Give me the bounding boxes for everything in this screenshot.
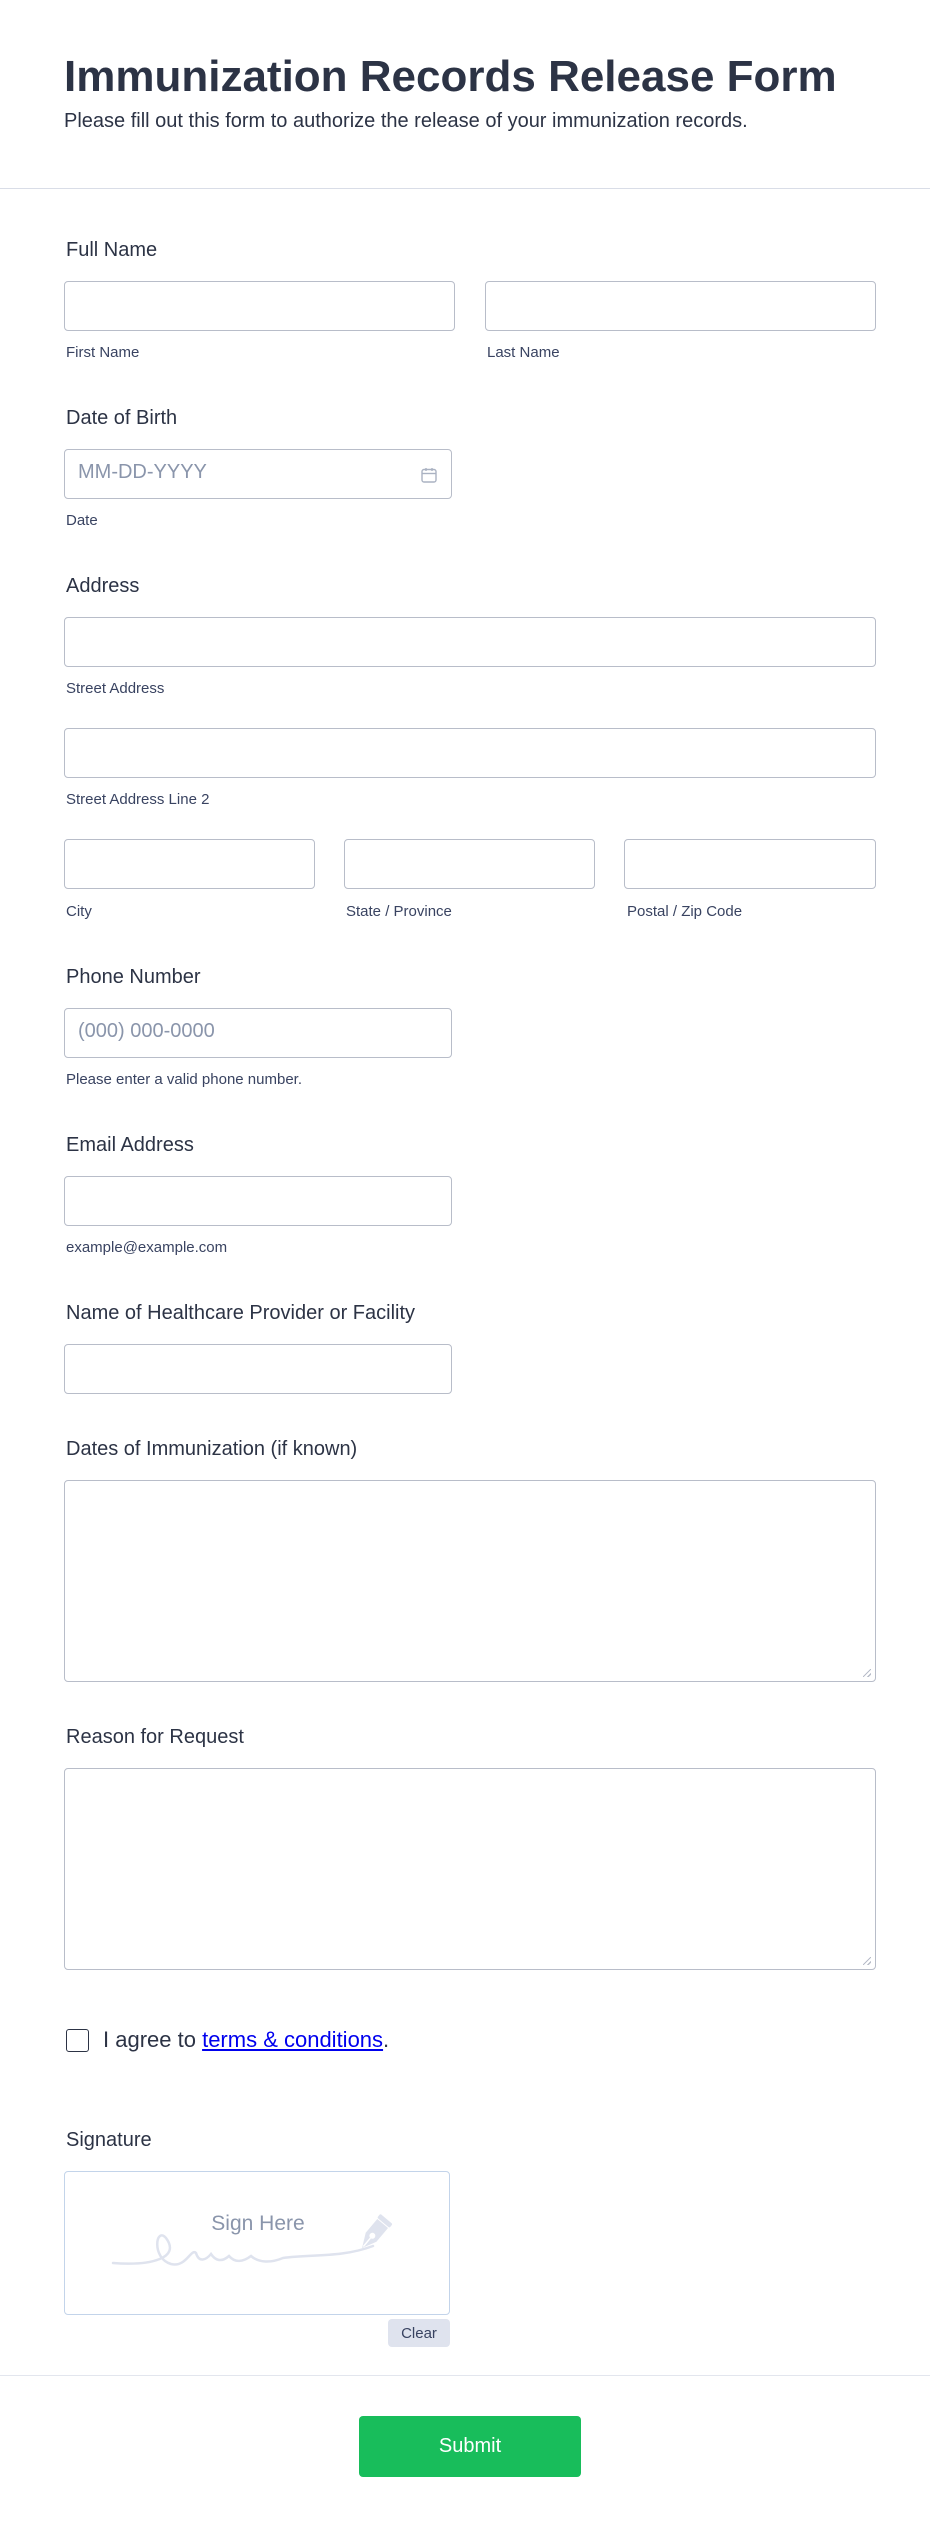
phone-sublabel: Please enter a valid phone number. <box>66 1071 302 1088</box>
first-name-sublabel: First Name <box>66 344 140 361</box>
terms-link[interactable]: terms & conditions <box>202 2027 384 2052</box>
resize-handle-icon[interactable] <box>863 1669 871 1677</box>
signature-hint: Sign Here <box>211 2212 305 2235</box>
city-input[interactable] <box>64 839 315 889</box>
city-sublabel: City <box>66 903 92 920</box>
dob-input[interactable] <box>64 449 452 499</box>
email-label: Email Address <box>66 1134 194 1156</box>
zip-sublabel: Postal / Zip Code <box>627 903 743 920</box>
full-name-label: Full Name <box>66 239 158 261</box>
zip-input[interactable] <box>624 839 876 889</box>
provider-label: Name of Healthcare Provider or Facility <box>66 1302 416 1324</box>
form-header <box>0 0 930 189</box>
phone-label: Phone Number <box>66 966 201 988</box>
address-label: Address <box>66 575 140 597</box>
signature-pad[interactable] <box>64 2171 450 2315</box>
email-sublabel: example@example.com <box>66 1239 228 1256</box>
dob-label: Date of Birth <box>66 407 178 429</box>
dob-sublabel: Date <box>66 512 98 529</box>
calendar-icon[interactable] <box>420 466 438 489</box>
state-sublabel: State / Province <box>346 903 452 920</box>
street-address-line2-input[interactable] <box>64 728 876 778</box>
terms-prefix: I agree to <box>103 2027 203 2052</box>
dob-placeholder: MM-DD-YYYY <box>78 461 207 483</box>
page-subtitle: Please fill out this form to authorize the release of your immunization records. <box>64 110 748 132</box>
resize-handle-icon[interactable] <box>863 1957 871 1965</box>
terms-suffix: . <box>383 2027 390 2052</box>
phone-input[interactable] <box>64 1008 452 1058</box>
page-title: Immunization Records Release Form <box>64 52 837 101</box>
reason-textarea[interactable] <box>64 1768 876 1970</box>
first-name-input[interactable] <box>64 281 455 331</box>
street-address-sublabel: Street Address <box>66 680 165 697</box>
email-input[interactable] <box>64 1176 452 1226</box>
clear-signature-button[interactable]: Clear <box>388 2319 450 2347</box>
dates-label: Dates of Immunization (if known) <box>66 1438 358 1460</box>
street-address-input[interactable] <box>64 617 876 667</box>
dates-textarea[interactable] <box>64 1480 876 1682</box>
terms-text <box>103 2027 389 2053</box>
signature-label: Signature <box>66 2129 152 2151</box>
phone-placeholder: (000) 000-0000 <box>78 1020 215 1042</box>
last-name-input[interactable] <box>485 281 876 331</box>
state-input[interactable] <box>344 839 595 889</box>
footer-divider <box>0 2375 930 2376</box>
reason-label: Reason for Request <box>66 1726 244 1748</box>
terms-checkbox[interactable] <box>66 2029 89 2052</box>
provider-input[interactable] <box>64 1344 452 1394</box>
last-name-sublabel: Last Name <box>487 344 560 361</box>
pen-icon <box>350 2212 396 2258</box>
submit-button[interactable]: Submit <box>359 2416 581 2477</box>
street-address-line2-sublabel: Street Address Line 2 <box>66 791 210 808</box>
